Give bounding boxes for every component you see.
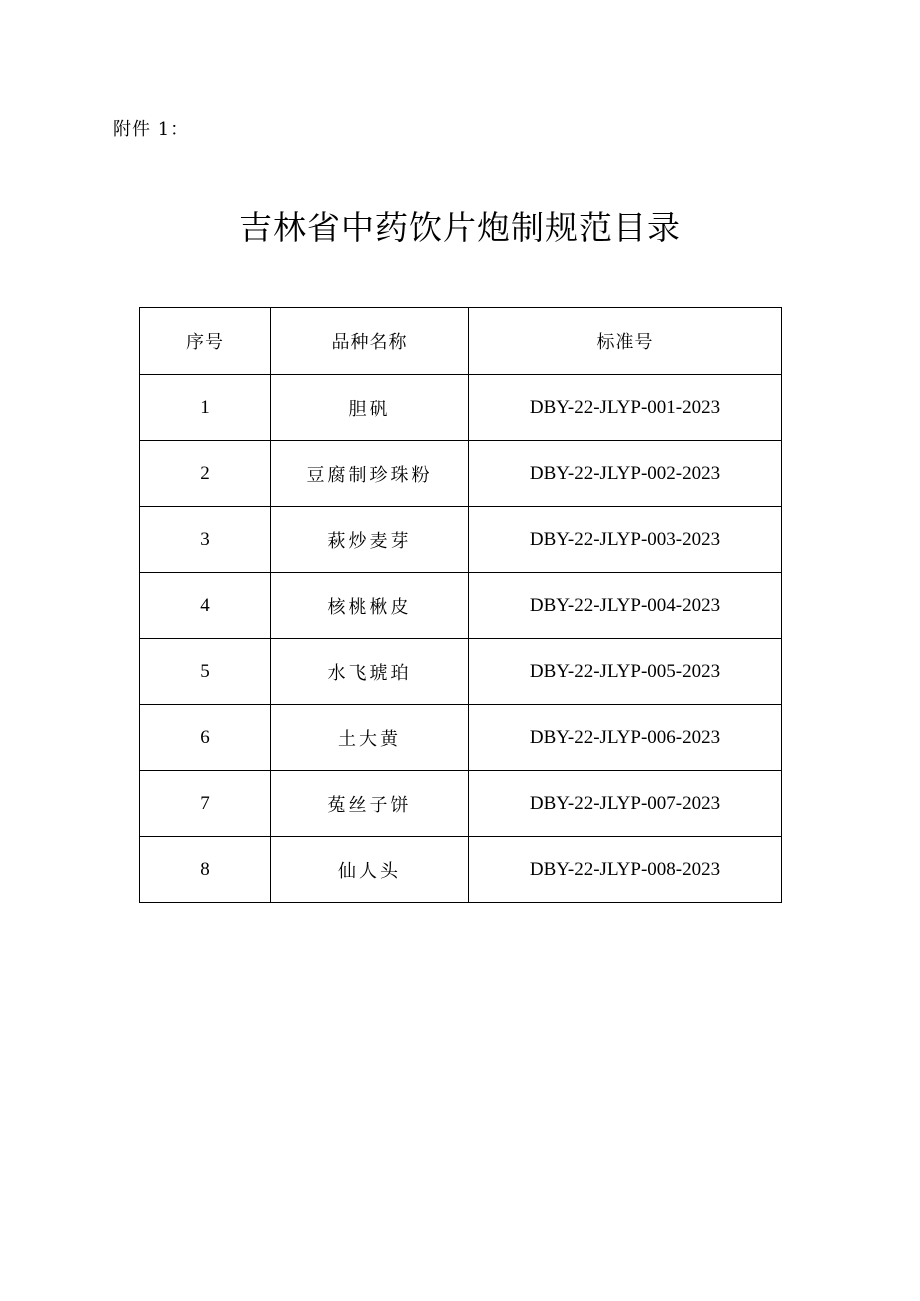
- row-serial-number: 2: [140, 441, 271, 507]
- table-row: [140, 837, 782, 903]
- row-variety-name: 胆矾: [271, 375, 469, 441]
- row-variety-name: 土大黄: [271, 705, 469, 771]
- row-standard-number: DBY-22-JLYP-003-2023: [469, 507, 782, 573]
- row-standard-number: DBY-22-JLYP-001-2023: [469, 375, 782, 441]
- row-variety-name: 萩炒麦芽: [271, 507, 469, 573]
- table-row: [140, 705, 782, 771]
- table-row: [140, 573, 782, 639]
- row-standard-number: DBY-22-JLYP-006-2023: [469, 705, 782, 771]
- row-serial-number: 4: [140, 573, 271, 639]
- table-row: [140, 771, 782, 837]
- row-variety-name: 菟丝子饼: [271, 771, 469, 837]
- row-serial-number: 3: [140, 507, 271, 573]
- page-title: 吉林省中药饮片炮制规范目录: [239, 208, 681, 247]
- row-standard-number: DBY-22-JLYP-007-2023: [469, 771, 782, 837]
- row-standard-number: DBY-22-JLYP-002-2023: [469, 441, 782, 507]
- catalog-table: [139, 307, 782, 903]
- table-row: [140, 441, 782, 507]
- row-variety-name: 仙人头: [271, 837, 469, 903]
- header-variety-name: 品种名称: [271, 308, 469, 375]
- table-row: [140, 507, 782, 573]
- row-serial-number: 8: [140, 837, 271, 903]
- table-row: [140, 639, 782, 705]
- table-row: [140, 375, 782, 441]
- header-standard-number: 标准号: [469, 308, 782, 375]
- row-variety-name: 豆腐制珍珠粉: [271, 441, 469, 507]
- row-standard-number: DBY-22-JLYP-005-2023: [469, 639, 782, 705]
- row-serial-number: 5: [140, 639, 271, 705]
- row-variety-name: 核桃楸皮: [271, 573, 469, 639]
- row-serial-number: 7: [140, 771, 271, 837]
- row-serial-number: 1: [140, 375, 271, 441]
- row-variety-name: 水飞琥珀: [271, 639, 469, 705]
- attachment-label: 附件 1：: [113, 119, 190, 140]
- table-header-row: [140, 308, 782, 375]
- row-standard-number: DBY-22-JLYP-008-2023: [469, 837, 782, 903]
- row-standard-number: DBY-22-JLYP-004-2023: [469, 573, 782, 639]
- header-serial-number: 序号: [140, 308, 271, 375]
- row-serial-number: 6: [140, 705, 271, 771]
